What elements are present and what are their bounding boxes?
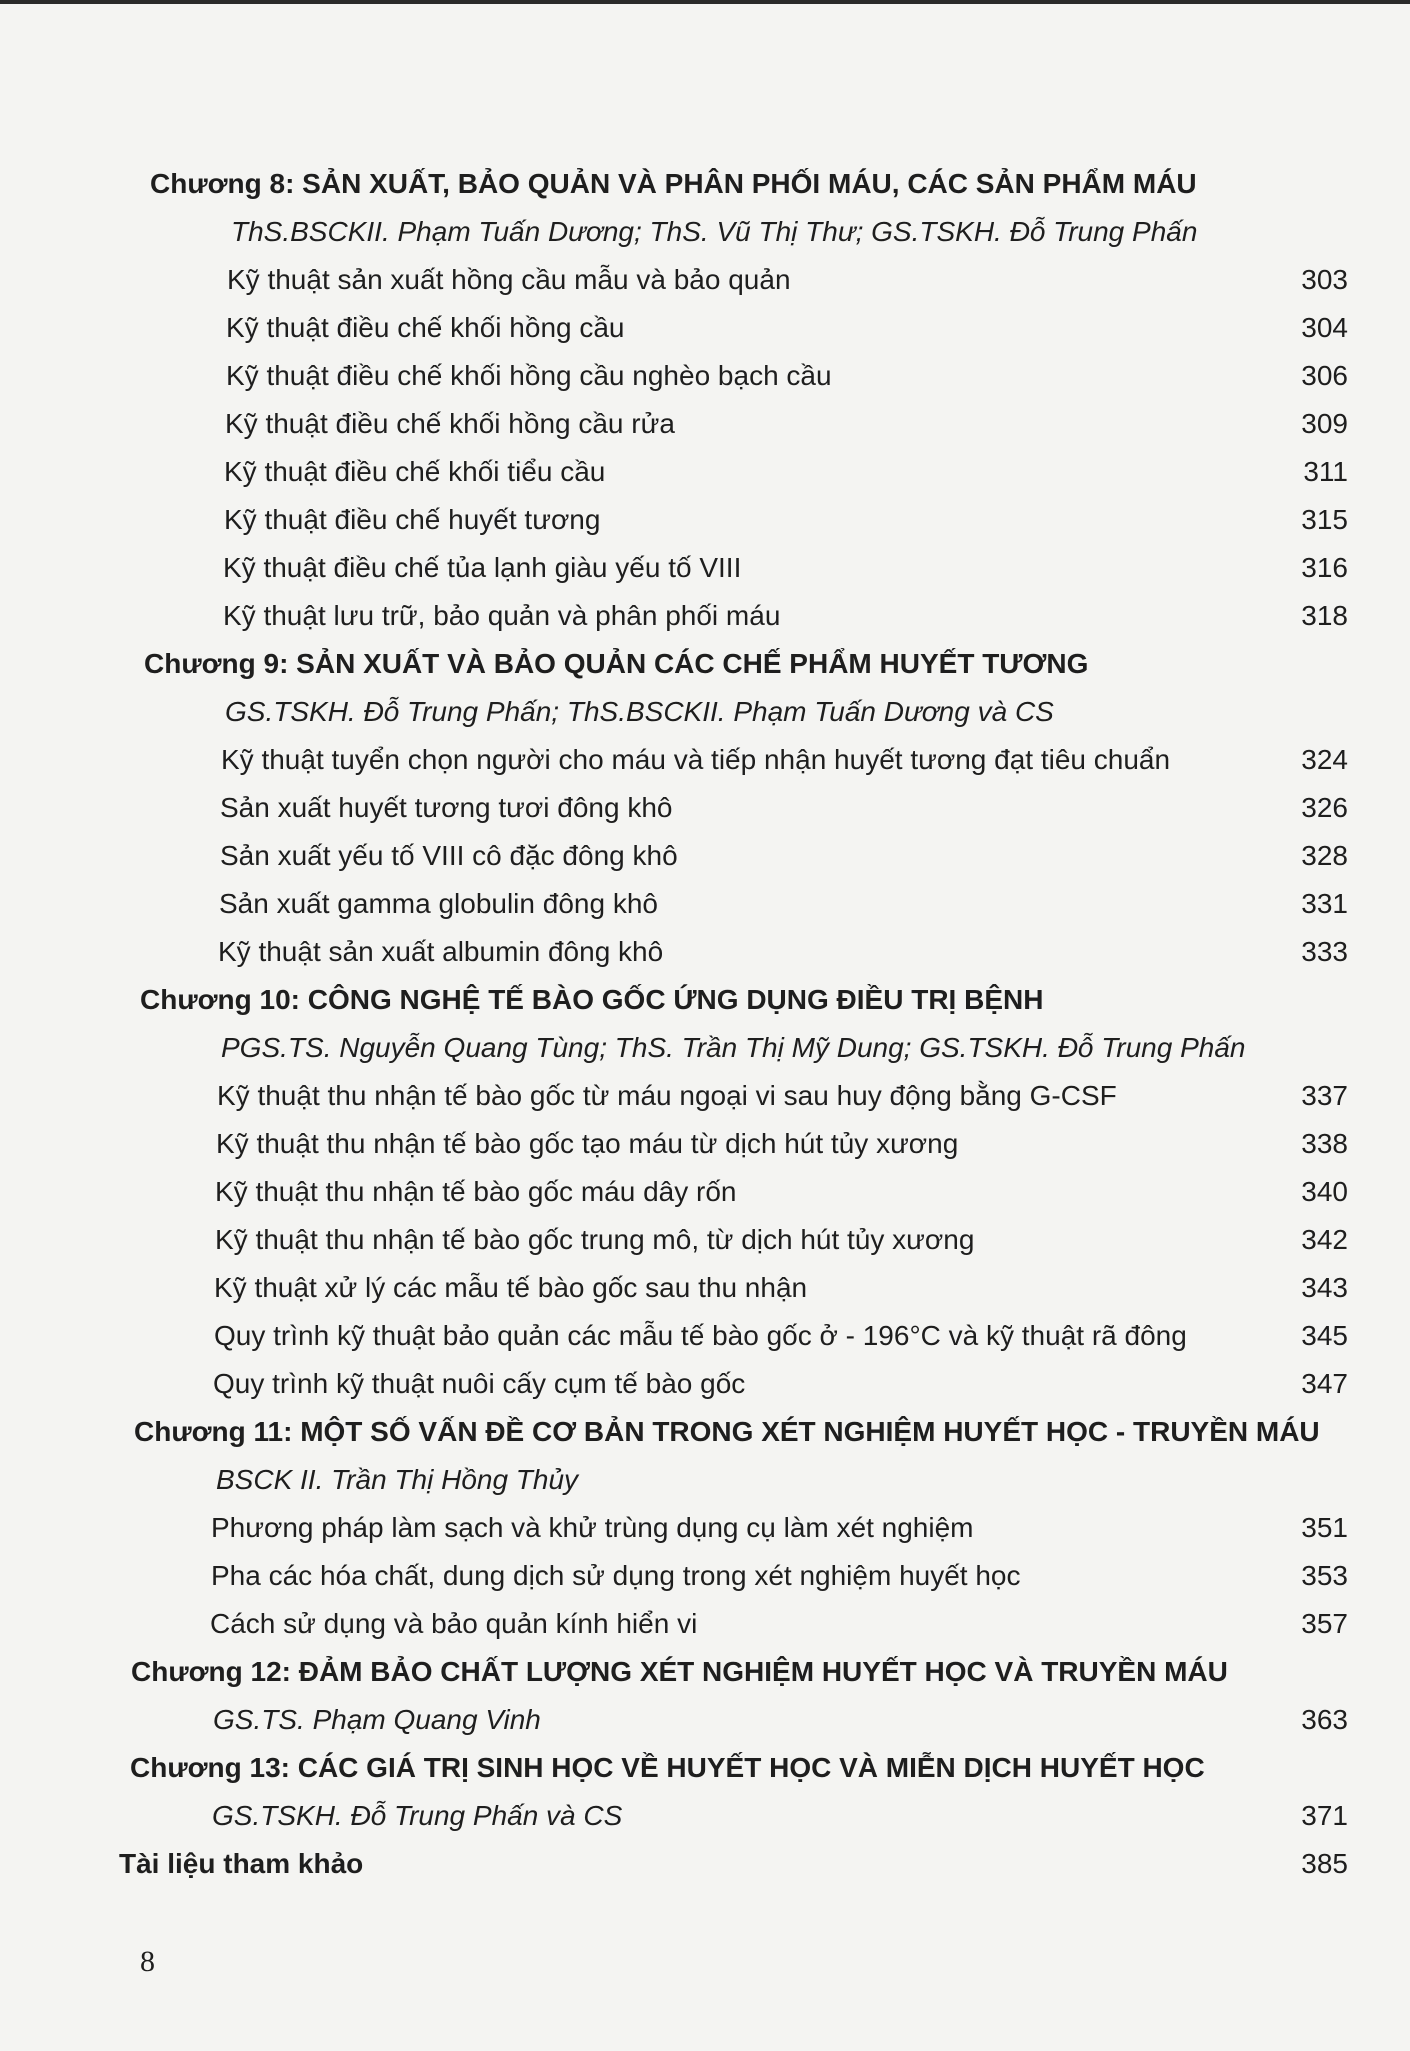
- toc-item-text: Kỹ thuật sản xuất hồng cầu mẫu và bảo quản: [227, 264, 791, 295]
- toc-author-row: [0, 688, 1410, 736]
- toc-item-row: [0, 1216, 1410, 1264]
- toc-item-text: Kỹ thuật thu nhận tế bào gốc tạo máu từ dịch hút tủy xương: [216, 1128, 959, 1159]
- toc-item-row: [0, 448, 1410, 496]
- toc-author-text: ThS.BSCKII. Phạm Tuấn Dương; ThS. Vũ Thị Thư; GS.TSKH. Đỗ Trung Phấn: [231, 216, 1198, 247]
- toc-item-text: Sản xuất gamma globulin đông khô: [219, 888, 658, 919]
- toc-author-row: [0, 208, 1410, 256]
- toc-page-number: 371: [1301, 1800, 1348, 1831]
- toc-item-row: [0, 1312, 1410, 1360]
- toc-page-number: 326: [1301, 792, 1348, 823]
- top-rule: [0, 0, 1410, 4]
- toc-references-text: Tài liệu tham khảo: [119, 1848, 364, 1879]
- toc-page-number: 328: [1301, 840, 1348, 871]
- toc-item-row: [0, 592, 1410, 640]
- toc-item-text: Kỹ thuật lưu trữ, bảo quản và phân phối máu: [223, 600, 781, 631]
- toc-item-text: Pha các hóa chất, dung dịch sử dụng trong xét nghiệm huyết học: [211, 1560, 1021, 1591]
- toc-item-row: [0, 256, 1410, 304]
- toc-item-text: Phương pháp làm sạch và khử trùng dụng cụ làm xét nghiệm: [211, 1512, 974, 1543]
- toc-page-number: 316: [1301, 552, 1348, 583]
- toc-page-number: 345: [1301, 1320, 1348, 1351]
- toc-page-number: 318: [1301, 600, 1348, 631]
- toc-page-number: 385: [1301, 1848, 1348, 1879]
- toc-page-number: 306: [1301, 360, 1348, 391]
- toc-page-number: 340: [1301, 1176, 1348, 1207]
- toc-item-text: Kỹ thuật điều chế tủa lạnh giàu yếu tố VIII: [223, 552, 742, 583]
- toc-page-number: 304: [1301, 312, 1348, 343]
- toc-item-text: Kỹ thuật thu nhận tế bào gốc trung mô, từ dịch hút tủy xương: [215, 1224, 975, 1255]
- toc-page-number: 351: [1301, 1512, 1348, 1543]
- toc-author-row: [0, 1024, 1410, 1072]
- toc-item-row: [0, 1264, 1410, 1312]
- table-of-contents: [0, 160, 1410, 1888]
- toc-item-text: Kỹ thuật điều chế khối tiểu cầu: [224, 456, 606, 487]
- toc-references-row: [0, 1840, 1410, 1888]
- toc-item-text: Kỹ thuật điều chế huyết tương: [224, 504, 601, 535]
- toc-page-number: 311: [1303, 456, 1348, 487]
- toc-chapter-text: Chương 8: SẢN XUẤT, BẢO QUẢN VÀ PHÂN PHỐI MÁU, CÁC SẢN PHẨM MÁU: [150, 168, 1197, 199]
- toc-author-row: [0, 1456, 1410, 1504]
- toc-item-row: [0, 1072, 1410, 1120]
- toc-item-row: [0, 1504, 1410, 1552]
- toc-item-text: Kỹ thuật thu nhận tế bào gốc từ máu ngoại vi sau huy động bằng G-CSF: [217, 1080, 1117, 1111]
- page-number: 8: [140, 1945, 155, 1978]
- toc-author-text: GS.TSKH. Đỗ Trung Phấn và CS: [212, 1800, 623, 1831]
- toc-item-row: [0, 1360, 1410, 1408]
- toc-item-row: [0, 1552, 1410, 1600]
- toc-item-text: Kỹ thuật sản xuất albumin đông khô: [218, 936, 664, 967]
- toc-chapter-row: [0, 1648, 1410, 1696]
- toc-item-text: Sản xuất yếu tố VIII cô đặc đông khô: [220, 840, 678, 871]
- toc-page-number: 353: [1301, 1560, 1348, 1591]
- toc-page-number: 347: [1301, 1368, 1348, 1399]
- toc-item-text: Kỹ thuật xử lý các mẫu tế bào gốc sau thu nhận: [214, 1272, 808, 1303]
- toc-author-text: GS.TSKH. Đỗ Trung Phấn; ThS.BSCKII. Phạm Tuấn Dương và CS: [225, 696, 1054, 727]
- toc-author-text: BSCK II. Trần Thị Hồng Thủy: [216, 1464, 579, 1495]
- toc-author-text: PGS.TS. Nguyễn Quang Tùng; ThS. Trần Thị Mỹ Dung; GS.TSKH. Đỗ Trung Phấn: [221, 1032, 1246, 1063]
- toc-page-number: 331: [1301, 888, 1348, 919]
- toc-item-text: Kỹ thuật điều chế khối hồng cầu rửa: [225, 408, 675, 439]
- toc-chapter-text: Chương 11: MỘT SỐ VẤN ĐỀ CƠ BẢN TRONG XÉT NGHIỆM HUYẾT HỌC - TRUYỀN MÁU: [134, 1416, 1320, 1447]
- toc-item-text: Sản xuất huyết tương tươi đông khô: [220, 792, 673, 823]
- toc-item-row: [0, 928, 1410, 976]
- toc-page-number: 309: [1301, 408, 1348, 439]
- toc-chapter-row: [0, 640, 1410, 688]
- toc-item-row: [0, 880, 1410, 928]
- toc-item-row: [0, 832, 1410, 880]
- toc-item-row: [0, 496, 1410, 544]
- toc-item-text: Kỹ thuật tuyển chọn người cho máu và tiếp nhận huyết tương đạt tiêu chuẩn: [221, 744, 1171, 775]
- toc-chapter-text: Chương 9: SẢN XUẤT VÀ BẢO QUẢN CÁC CHẾ PHẨM HUYẾT TƯƠNG: [144, 648, 1089, 679]
- toc-page-number: 363: [1301, 1704, 1348, 1735]
- toc-page-number: 343: [1301, 1272, 1348, 1303]
- toc-item-text: Kỹ thuật điều chế khối hồng cầu nghèo bạch cầu: [226, 360, 832, 391]
- toc-item-text: Quy trình kỹ thuật bảo quản các mẫu tế bào gốc ở - 196°C và kỹ thuật rã đông: [214, 1320, 1187, 1351]
- toc-chapter-text: Chương 10: CÔNG NGHỆ TẾ BÀO GỐC ỨNG DỤNG ĐIỀU TRỊ BỆNH: [140, 984, 1044, 1015]
- toc-item-text: Kỹ thuật điều chế khối hồng cầu: [226, 312, 625, 343]
- toc-page-number: 357: [1301, 1608, 1348, 1639]
- toc-page-number: 342: [1301, 1224, 1348, 1255]
- toc-page-number: 333: [1301, 936, 1348, 967]
- toc-chapter-text: Chương 12: ĐẢM BẢO CHẤT LƯỢNG XÉT NGHIỆM HUYẾT HỌC VÀ TRUYỀN MÁU: [131, 1656, 1228, 1687]
- toc-item-row: [0, 544, 1410, 592]
- toc-item-row: [0, 784, 1410, 832]
- toc-author-text: GS.TS. Phạm Quang Vinh: [213, 1704, 541, 1735]
- toc-item-row: [0, 304, 1410, 352]
- toc-item-text: Kỹ thuật thu nhận tế bào gốc máu dây rốn: [215, 1176, 737, 1207]
- toc-page-number: 303: [1301, 264, 1348, 295]
- toc-item-text: Cách sử dụng và bảo quản kính hiển vi: [210, 1608, 698, 1639]
- toc-item-text: Quy trình kỹ thuật nuôi cấy cụm tế bào gốc: [213, 1368, 746, 1399]
- toc-item-row: [0, 736, 1410, 784]
- toc-item-row: [0, 400, 1410, 448]
- toc-chapter-row: [0, 1744, 1410, 1792]
- toc-page-number: 315: [1301, 504, 1348, 535]
- toc-chapter-row: [0, 160, 1410, 208]
- toc-chapter-row: [0, 976, 1410, 1024]
- toc-chapter-row: [0, 1408, 1410, 1456]
- toc-page-number: 337: [1301, 1080, 1348, 1111]
- toc-item-row: [0, 1168, 1410, 1216]
- toc-author-row: [0, 1792, 1410, 1840]
- toc-page-number: 324: [1301, 744, 1348, 775]
- toc-item-row: [0, 1120, 1410, 1168]
- toc-chapter-text: Chương 13: CÁC GIÁ TRỊ SINH HỌC VỀ HUYẾT HỌC VÀ MIỄN DỊCH HUYẾT HỌC: [130, 1752, 1205, 1783]
- toc-page-number: 338: [1301, 1128, 1348, 1159]
- toc-item-row: [0, 352, 1410, 400]
- toc-item-row: [0, 1600, 1410, 1648]
- toc-author-row: [0, 1696, 1410, 1744]
